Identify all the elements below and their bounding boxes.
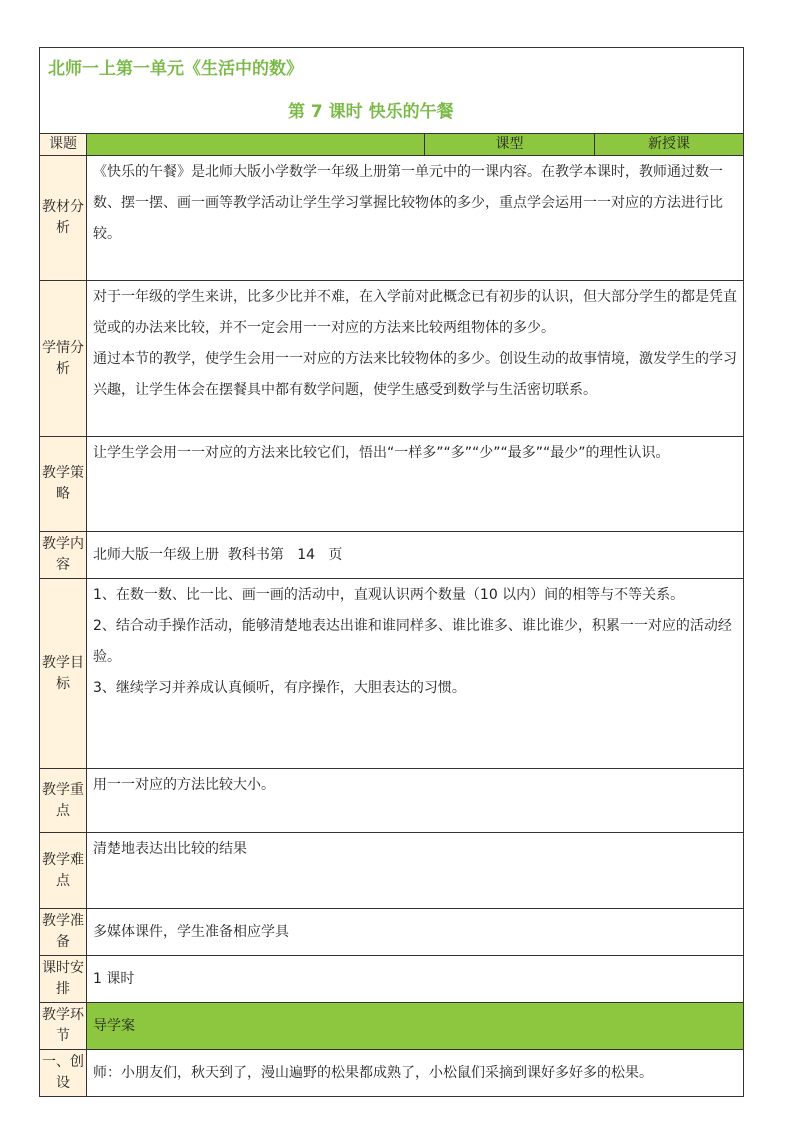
- material-text: 《快乐的午餐》是北师大版小学数学一年级上册第一单元中的一课内容。在教学本课时，教师通过数一数、摆一摆、画一画等教学活动让学生学习掌握比较物体的多少，重点学会运用一一对应的方法进行比较。: [87, 156, 744, 281]
- lesson-title: 第 7 课时 快乐的午餐: [288, 102, 454, 122]
- type-label: 课型: [425, 134, 595, 156]
- lesson-plan-sheet: [39, 47, 743, 1097]
- create-text: 师：小朋友们，秋天到了，漫山遍野的松果都成熟了，小松鼠们采摘到课好多好多的松果。: [87, 1050, 744, 1097]
- stage-text: 导学案: [87, 1003, 744, 1050]
- student-paragraph-1: 对于一年级的学生来讲，比多少比并不难，在入学前对此概念已有初步的认识，但大部分学生的都是凭直觉或的办法来比较，并不一定会用一一对应的方法来比较两组物体的多少。: [93, 289, 737, 336]
- title-row: [40, 48, 744, 134]
- material-row: [40, 156, 744, 281]
- student-row: [40, 281, 744, 437]
- meta-row: [40, 134, 744, 156]
- strategy-text: 让学生学会用一一对应的方法来比较它们，悟出“一样多”“多”“少”“最多”“最少”的理性认识。: [87, 437, 744, 532]
- goals-row: [40, 579, 744, 769]
- difficulty-text: 清楚地表达出比较的结果: [87, 833, 744, 909]
- goal-3: 3、继续学习并养成认真倾听，有序操作，大胆表达的习惯。: [93, 680, 466, 696]
- student-text: [87, 281, 744, 437]
- key-text: 用一一对应的方法比较大小。: [87, 769, 744, 833]
- student-paragraph-2: 通过本节的教学，使学生会用一一对应的方法来比较物体的多少。创设生动的故事情境，激发学生的学习兴趣，让学生体会在摆餐具中都有数学问题，使学生感受到数学与生活密切联系。: [93, 351, 737, 398]
- key-row: [40, 769, 744, 833]
- create-row: [40, 1050, 744, 1097]
- strategy-label: 教学策略: [40, 437, 87, 532]
- key-label: 教学重点: [40, 769, 87, 833]
- stage-label: 教学环节: [40, 1003, 87, 1050]
- material-label: 教材分析: [40, 156, 87, 281]
- stage-row: [40, 1003, 744, 1050]
- create-label: 一、创设: [40, 1050, 87, 1097]
- goals-text: [87, 579, 744, 769]
- content-row: [40, 532, 744, 579]
- difficulty-row: [40, 833, 744, 909]
- difficulty-label: 教学难点: [40, 833, 87, 909]
- lesson-plan-table: [39, 47, 744, 1097]
- unit-title: 北师一上第一单元《生活中的数》: [48, 59, 303, 79]
- time-label: 课时安排: [40, 956, 87, 1003]
- prep-label: 教学准备: [40, 909, 87, 956]
- topic-value: [87, 134, 425, 156]
- time-text: 1 课时: [87, 956, 744, 1003]
- prep-row: [40, 909, 744, 956]
- time-row: [40, 956, 744, 1003]
- student-label: 学情分析: [40, 281, 87, 437]
- topic-label: 课题: [40, 134, 87, 156]
- prep-text: 多媒体课件，学生准备相应学具: [87, 909, 744, 956]
- type-value: 新授课: [595, 134, 744, 156]
- title-cell: [40, 48, 744, 134]
- content-text: 北师大版一年级上册 教科书第 14 页: [87, 532, 744, 579]
- goals-label: 教学目标: [40, 579, 87, 769]
- strategy-row: [40, 437, 744, 532]
- goal-1: 1、在数一数、比一比、画一画的活动中，直观认识两个数量（10 以内）间的相等与不等关系。: [93, 587, 685, 603]
- content-label: 教学内容: [40, 532, 87, 579]
- goal-2: 2、结合动手操作活动，能够清楚地表达出谁和谁同样多、谁比谁多、谁比谁少，积累一一对应的活动经验。: [93, 618, 732, 665]
